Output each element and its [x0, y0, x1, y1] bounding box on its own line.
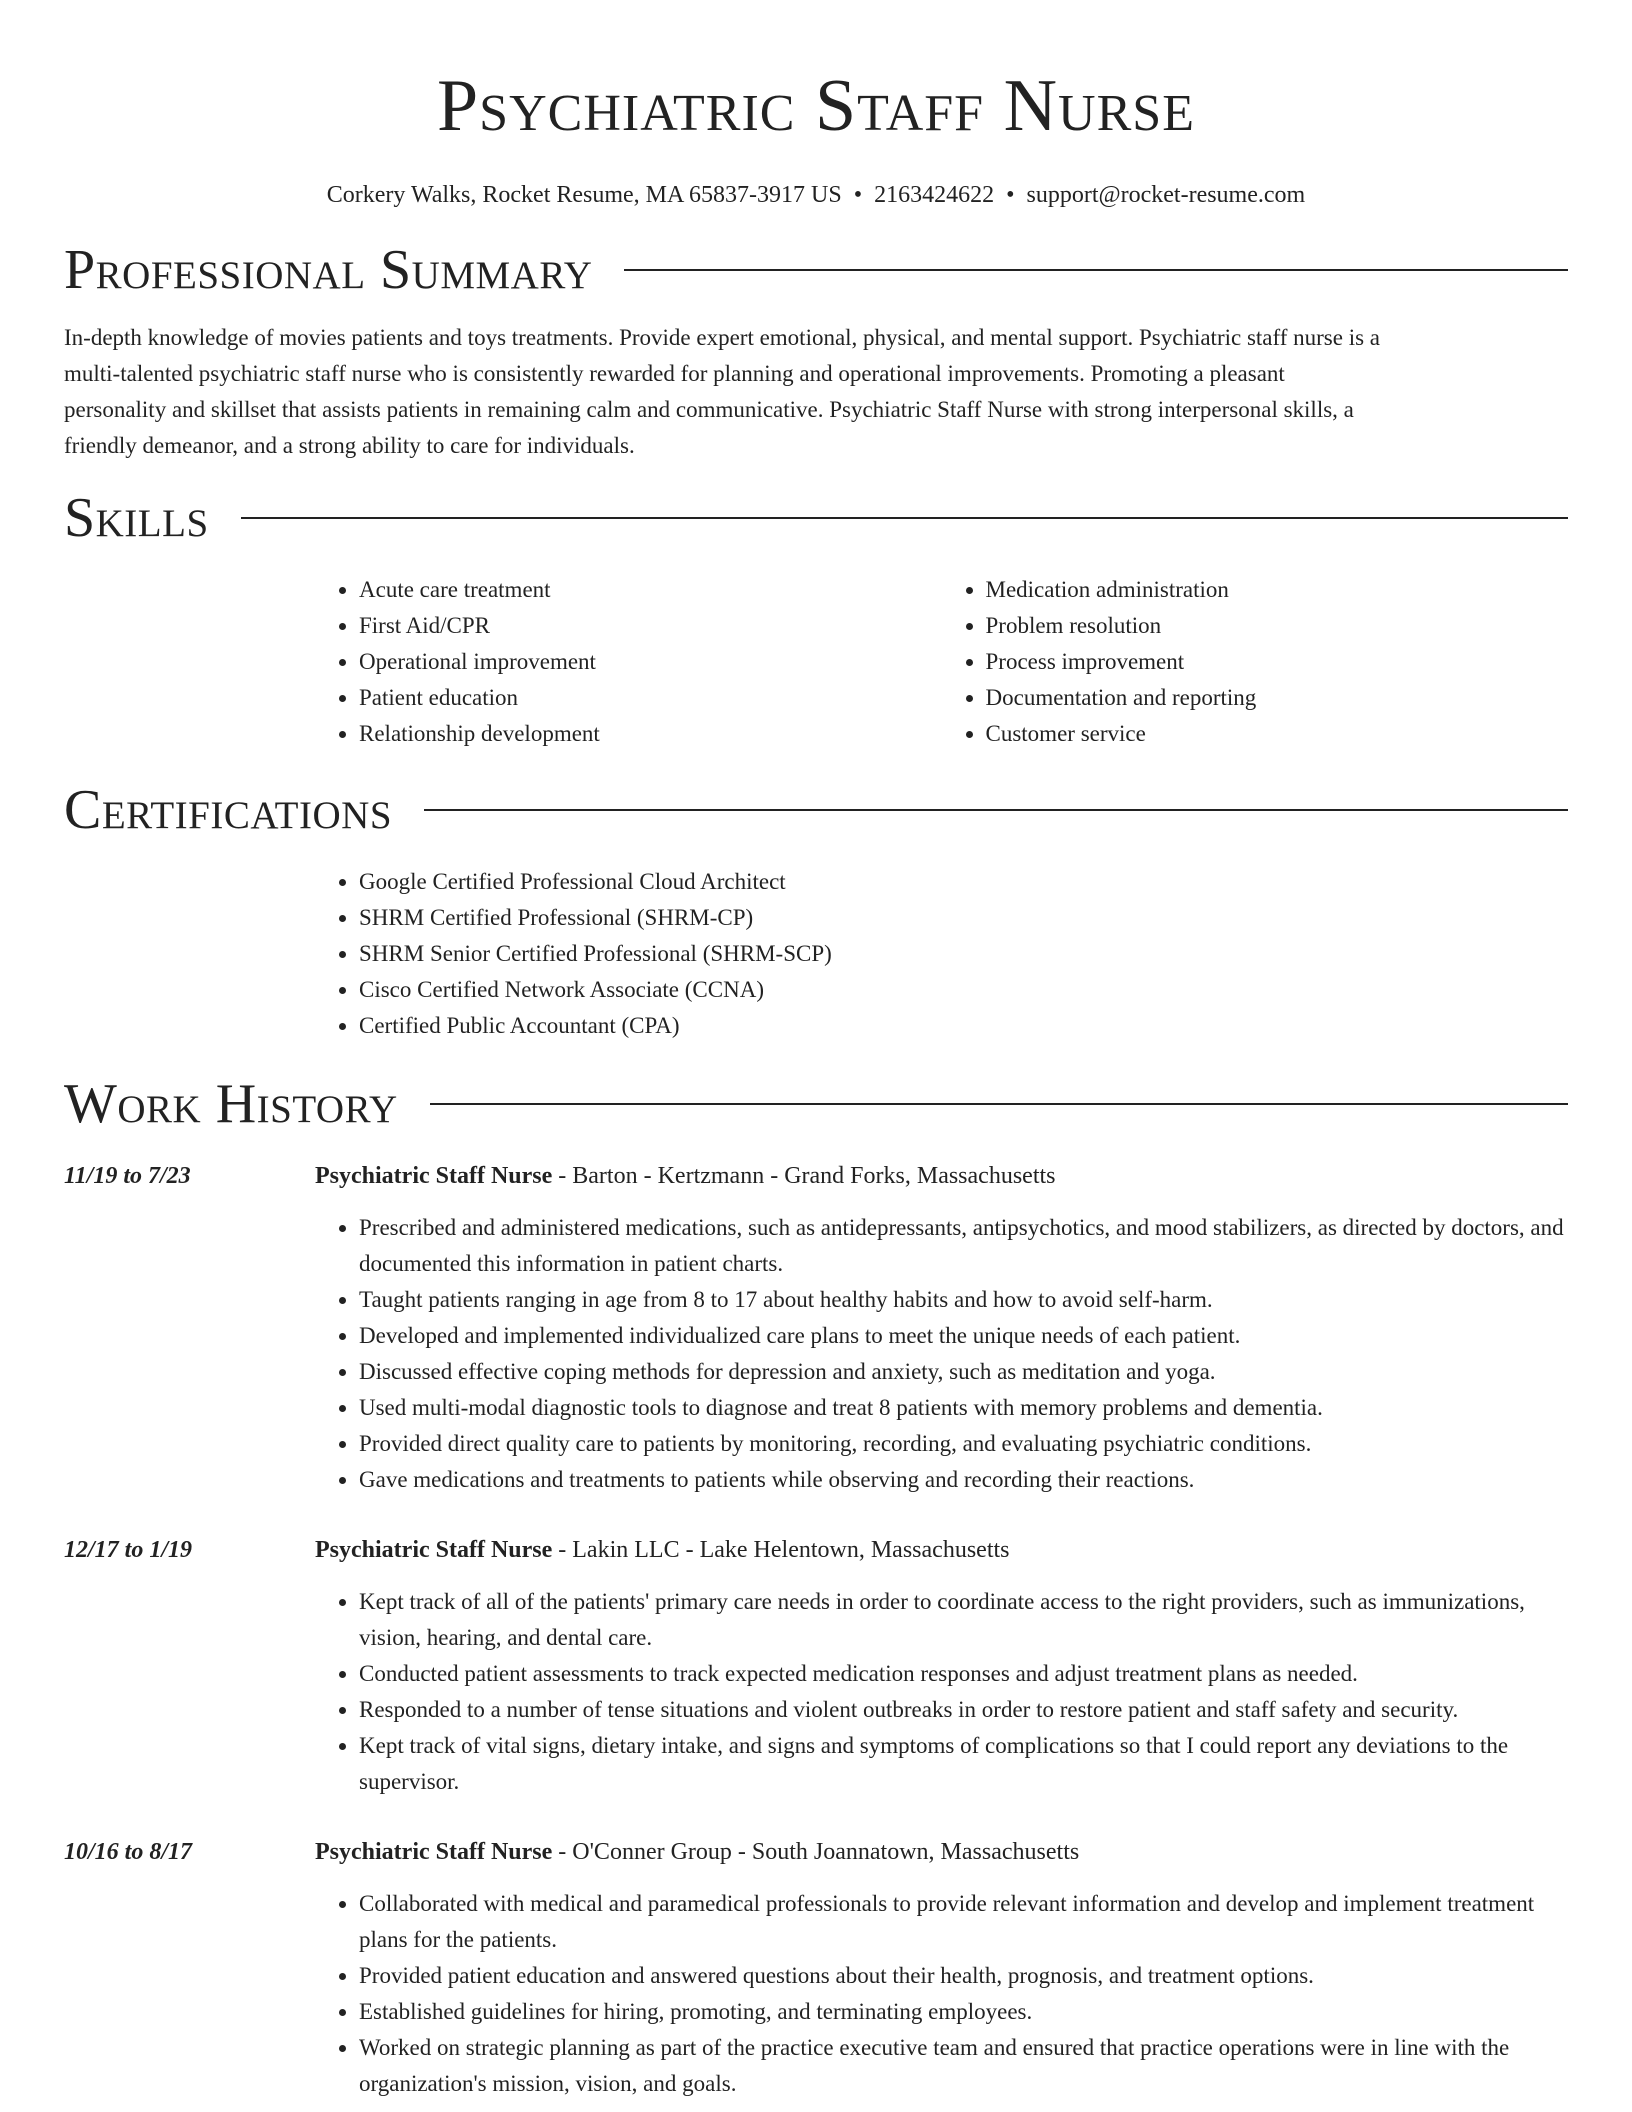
work-heading: Work History: [64, 1073, 398, 1135]
job-bullet: • Conducted patient assessments to track expected medication responses and adjust treatment plans as needed.: [359, 1656, 1568, 1692]
job-bullet: • Established guidelines for hiring, promoting, and terminating employees.: [359, 1994, 1568, 2030]
skill-item: • Problem resolution: [986, 608, 1569, 644]
summary-section-header: [64, 238, 1568, 302]
job-bullet: • Kept track of all of the patients' primary care needs in order to coordinate access to the right providers, such as immunizations, vision, hearing, and dental care.: [359, 1584, 1568, 1656]
certification-item: • Certified Public Accountant (CPA): [359, 1008, 1568, 1044]
skill-item: • Relationship development: [359, 716, 942, 752]
skill-item: • First Aid/CPR: [359, 608, 942, 644]
job-entry: [64, 1834, 1568, 2102]
summary-heading: Professional Summary: [64, 239, 593, 301]
job-bullets: [315, 1886, 1568, 2102]
job-bullet: • Responded to a number of tense situations and violent outbreaks in order to restore patient and staff safety and security.: [359, 1692, 1568, 1728]
contact-phone: 2163424622: [874, 182, 995, 208]
job-entry: [64, 1158, 1568, 1498]
job-heading: [315, 1158, 1568, 1194]
job-bullet: • Discussed effective coping methods for depression and anxiety, such as meditation and yoga.: [359, 1354, 1568, 1390]
job-employer: - Lakin LLC - Lake Helentown, Massachusetts: [558, 1537, 1010, 1563]
skills-list: [315, 572, 1568, 752]
summary-text: In-depth knowledge of movies patients and toys treatments. Provide expert emotional, physical, and mental support. Psychiatric staff nurse is a multi-talented psychiatric staff nurse who is consistently rewarded for planning and operational improvements. Promoting a pleasant personality and skillset that assists patients in remaining calm and communicative. Psychiatric Staff Nurse with strong interpersonal skills, a friendly demeanor, and a strong ability to care for individuals.: [64, 325, 1381, 458]
certification-item: • SHRM Senior Certified Professional (SHRM-SCP): [359, 936, 1568, 972]
job-bullet: • Kept track of vital signs, dietary intake, and signs and symptoms of complications so that I could report any deviations to the supervisor.: [359, 1728, 1568, 1800]
resume-name: Psychiatric Staff Nurse: [437, 65, 1195, 147]
job-bullet: • Worked on strategic planning as part of the practice executive team and ensured that practice operations were in line with the organization's mission, vision, and goals.: [359, 2030, 1568, 2102]
section-divider: [241, 517, 1568, 519]
skill-item: • Operational improvement: [359, 644, 942, 680]
skills-heading: Skills: [64, 487, 209, 549]
skill-item: • Process improvement: [986, 644, 1569, 680]
contact-line: [64, 180, 1568, 210]
section-divider: [624, 269, 1568, 271]
job-bullet: • Provided patient education and answered questions about their health, prognosis, and treatment options.: [359, 1958, 1568, 1994]
job-bullet: • Prescribed and administered medications, such as antidepressants, antipsychotics, and mood stabilizers, as directed by doctors, and documented this information in patient charts.: [359, 1210, 1568, 1282]
skill-item: • Documentation and reporting: [986, 680, 1569, 716]
skill-item: • Patient education: [359, 680, 942, 716]
job-dates: 10/16 to 8/17: [64, 1839, 193, 1865]
job-bullet: • Gave medications and treatments to patients while observing and recording their reactions.: [359, 1462, 1568, 1498]
job-bullet: • Developed and implemented individualized care plans to meet the unique needs of each patient.: [359, 1318, 1568, 1354]
job-bullet: • Collaborated with medical and paramedical professionals to provide relevant information and develop and implement treatment plans for the patients.: [359, 1886, 1568, 1958]
job-bullets: [315, 1210, 1568, 1498]
job-bullet: • Used multi-modal diagnostic tools to diagnose and treat 8 patients with memory problems and dementia.: [359, 1390, 1568, 1426]
job-title: Psychiatric Staff Nurse: [315, 1839, 553, 1865]
certifications-heading: Certifications: [64, 779, 393, 841]
job-entry: [64, 1532, 1568, 1800]
job-dates: 12/17 to 1/19: [64, 1537, 193, 1563]
skills-section-header: [64, 486, 1568, 550]
skills-column-right: [942, 572, 1569, 752]
job-heading: [315, 1834, 1568, 1870]
certifications-section-header: [64, 778, 1568, 842]
job-heading: [315, 1532, 1568, 1568]
section-divider: [430, 1103, 1568, 1105]
certification-item: • Cisco Certified Network Associate (CCNA): [359, 972, 1568, 1008]
job-bullet: • Provided direct quality care to patients by monitoring, recording, and evaluating psychiatric conditions.: [359, 1426, 1568, 1462]
skill-item: • Customer service: [986, 716, 1569, 752]
job-title: Psychiatric Staff Nurse: [315, 1537, 553, 1563]
skill-item: • Medication administration: [986, 572, 1569, 608]
skills-column-left: [315, 572, 942, 752]
job-bullet: • Taught patients ranging in age from 8 to 17 about healthy habits and how to avoid self-harm.: [359, 1282, 1568, 1318]
contact-separator: •: [853, 182, 863, 208]
certification-item: • SHRM Certified Professional (SHRM-CP): [359, 900, 1568, 936]
job-employer: - O'Conner Group - South Joannatown, Massachusetts: [558, 1839, 1080, 1865]
skill-item: • Acute care treatment: [359, 572, 942, 608]
certification-item: • Google Certified Professional Cloud Architect: [359, 864, 1568, 900]
job-dates: 11/19 to 7/23: [64, 1163, 191, 1189]
section-divider: [424, 809, 1568, 811]
contact-address: Corkery Walks, Rocket Resume, MA 65837-3917 US: [326, 182, 842, 208]
job-bullets: [315, 1584, 1568, 1800]
contact-email: support@rocket-resume.com: [1026, 182, 1306, 208]
job-employer: - Barton - Kertzmann - Grand Forks, Massachusetts: [558, 1163, 1056, 1189]
job-title: Psychiatric Staff Nurse: [315, 1163, 553, 1189]
contact-separator: •: [1006, 182, 1015, 208]
certifications-list: [315, 864, 1568, 1044]
work-section-header: [64, 1072, 1568, 1136]
